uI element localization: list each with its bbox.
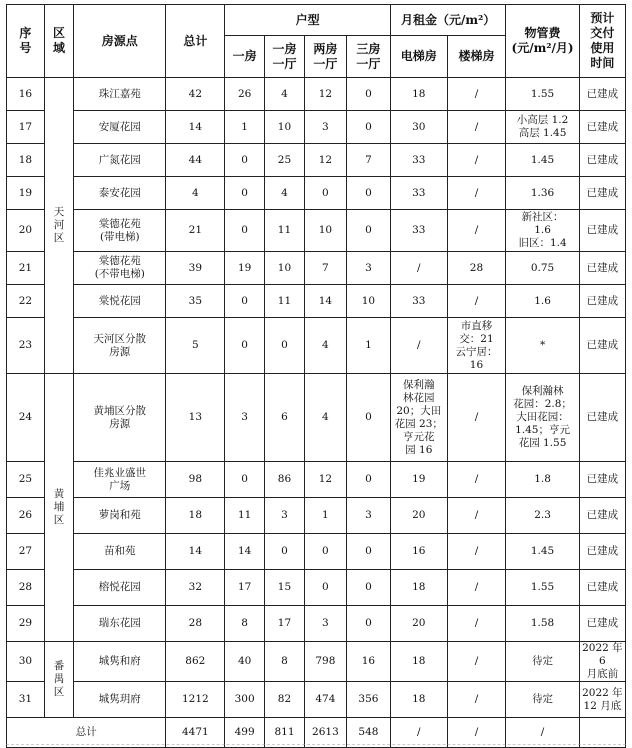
two-bed-one-hall-cell: 14 [304,285,346,318]
elevator-rent-cell: 20 [390,606,447,642]
mgmt-fee-cell: 1.8 [506,462,579,498]
table-row [7,682,626,718]
one-room-cell: 0 [225,177,265,210]
stairs-rent-cell: / [447,570,506,606]
header-total: 总计 [166,5,225,78]
two-bed-one-hall-cell: 12 [304,462,346,498]
header-district: 区 域 [44,5,73,78]
total-cell: 32 [166,570,225,606]
total-cell: 4 [166,177,225,210]
one-bed-one-hall-cell: 0 [265,318,305,374]
delivery-time-cell: 已建成 [579,570,625,606]
table-row [7,462,626,498]
delivery-time-cell: 已建成 [579,318,625,374]
one-bed-one-hall-cell: 0 [265,534,305,570]
stairs-rent-cell: / [447,462,506,498]
mgmt-fee-cell: 待定 [506,642,579,682]
seq-cell: 23 [7,318,45,374]
delivery-time-cell: 已建成 [579,144,625,177]
one-bed-one-hall-cell: 25 [265,144,305,177]
summary-elevator-rent: / [390,718,447,748]
one-room-cell: 40 [225,642,265,682]
one-room-cell: 300 [225,682,265,718]
seq-cell: 28 [7,570,45,606]
total-cell: 862 [166,642,225,682]
stairs-rent-cell: / [447,78,506,111]
one-room-cell: 3 [225,374,265,462]
three-bed-one-hall-cell: 7 [346,144,390,177]
mgmt-fee-cell: * [506,318,579,374]
total-cell: 1212 [166,682,225,718]
header-two-bed-one-hall: 两房 一厅 [304,36,346,78]
elevator-rent-cell: 19 [390,462,447,498]
delivery-time-cell: 2022 年 6 月底前 [579,642,625,682]
three-bed-one-hall-cell: 3 [346,498,390,534]
elevator-rent-cell: / [390,318,447,374]
total-cell: 28 [166,606,225,642]
delivery-time-cell: 已建成 [579,374,625,462]
seq-cell: 26 [7,498,45,534]
three-bed-one-hall-cell: 10 [346,285,390,318]
delivery-time-cell: 已建成 [579,462,625,498]
one-bed-one-hall-cell: 15 [265,570,305,606]
total-cell: 98 [166,462,225,498]
mgmt-fee-cell: 1.45 [506,144,579,177]
elevator-rent-cell: 18 [390,682,447,718]
header-source: 房源点 [74,5,166,78]
three-bed-one-hall-cell: 0 [346,111,390,144]
one-room-cell: 26 [225,78,265,111]
one-bed-one-hall-cell: 11 [265,285,305,318]
delivery-time-cell: 2022 年 12 月底 [579,682,625,718]
elevator-rent-cell: 30 [390,111,447,144]
two-bed-one-hall-cell: 0 [304,570,346,606]
three-bed-one-hall-cell: 3 [346,252,390,285]
two-bed-one-hall-cell: 1 [304,498,346,534]
source-name-cell: 萝岗和苑 [74,498,166,534]
header-delivery: 预计 交付 使用 时间 [579,5,625,78]
table-row [7,252,626,285]
source-name-cell: 广氮花园 [74,144,166,177]
source-name-cell: 天河区分散 房源 [74,318,166,374]
stairs-rent-cell: 28 [447,252,506,285]
two-bed-one-hall-cell: 4 [304,318,346,374]
stairs-rent-cell: / [447,498,506,534]
one-bed-one-hall-cell: 11 [265,210,305,252]
delivery-time-cell: 已建成 [579,210,625,252]
stairs-rent-cell: / [447,111,506,144]
two-bed-one-hall-cell: 10 [304,210,346,252]
one-bed-one-hall-cell: 82 [265,682,305,718]
elevator-rent-cell: 18 [390,570,447,606]
source-name-cell: 榕悦花园 [74,570,166,606]
one-room-cell: 11 [225,498,265,534]
one-room-cell: 0 [225,144,265,177]
three-bed-one-hall-cell: 0 [346,210,390,252]
seq-cell: 30 [7,642,45,682]
total-cell: 39 [166,252,225,285]
elevator-rent-cell: 保利瀚 林花园 20；大田 花园 23； 亨元花 园 16 [390,374,447,462]
one-bed-one-hall-cell: 10 [265,111,305,144]
mgmt-fee-cell: 小高层 1.2 高层 1.45 [506,111,579,144]
source-name-cell: 瑞东花园 [74,606,166,642]
seq-cell: 27 [7,534,45,570]
housing-table [6,4,626,748]
two-bed-one-hall-cell: 3 [304,111,346,144]
source-name-cell: 棠德花苑 (带电梯) [74,210,166,252]
seq-cell: 21 [7,252,45,285]
three-bed-one-hall-cell: 1 [346,318,390,374]
summary-total: 4471 [166,718,225,748]
source-name-cell: 珠江嘉苑 [74,78,166,111]
three-bed-one-hall-cell: 0 [346,570,390,606]
summary-mgmt-fee: / [506,718,579,748]
table-row [7,570,626,606]
mgmt-fee-cell: 0.75 [506,252,579,285]
seq-cell: 31 [7,682,45,718]
two-bed-one-hall-cell: 3 [304,606,346,642]
source-name-cell: 城隽和府 [74,642,166,682]
three-bed-one-hall-cell: 0 [346,534,390,570]
total-cell: 14 [166,534,225,570]
mgmt-fee-cell: 1.6 [506,285,579,318]
source-name-cell: 佳兆业盛世 广场 [74,462,166,498]
one-bed-one-hall-cell: 10 [265,252,305,285]
two-bed-one-hall-cell: 474 [304,682,346,718]
summary-stairs-rent: / [447,718,506,748]
header-elevator: 电梯房 [390,36,447,78]
one-room-cell: 0 [225,285,265,318]
stairs-rent-cell: / [447,285,506,318]
seq-cell: 20 [7,210,45,252]
table-row [7,374,626,462]
one-bed-one-hall-cell: 17 [265,606,305,642]
seq-cell: 17 [7,111,45,144]
one-bed-one-hall-cell: 8 [265,642,305,682]
table-row [7,318,626,374]
total-cell: 42 [166,78,225,111]
summary-label: 总计 [7,718,166,748]
table-row [7,606,626,642]
seq-cell: 29 [7,606,45,642]
one-room-cell: 0 [225,462,265,498]
stairs-rent-cell: / [447,144,506,177]
elevator-rent-cell: 16 [390,534,447,570]
table-row [7,642,626,682]
three-bed-one-hall-cell: 356 [346,682,390,718]
header-stairs: 楼梯房 [447,36,506,78]
total-cell: 14 [166,111,225,144]
header-seq: 序 号 [7,5,45,78]
two-bed-one-hall-cell: 12 [304,78,346,111]
cropped-footnote [6,741,626,747]
elevator-rent-cell: 33 [390,285,447,318]
elevator-rent-cell: 33 [390,177,447,210]
one-bed-one-hall-cell: 4 [265,177,305,210]
delivery-time-cell: 已建成 [579,177,625,210]
mgmt-fee-cell: 保利瀚林 花园：2.8； 大田花园： 1.45；亨元 花园 1.55 [506,374,579,462]
one-room-cell: 14 [225,534,265,570]
one-room-cell: 0 [225,318,265,374]
delivery-time-cell: 已建成 [579,534,625,570]
stairs-rent-cell: / [447,606,506,642]
stairs-rent-cell: / [447,210,506,252]
stairs-rent-cell: 市直移 交：21 云宁居： 16 [447,318,506,374]
header-one-room: 一房 [225,36,265,78]
elevator-rent-cell: 18 [390,642,447,682]
seq-cell: 19 [7,177,45,210]
summary-one-room: 499 [225,718,265,748]
elevator-rent-cell: 20 [390,498,447,534]
stairs-rent-cell: / [447,682,506,718]
delivery-time-cell: 已建成 [579,252,625,285]
mgmt-fee-cell: 新社区： 1.6 旧区：1.4 [506,210,579,252]
seq-cell: 22 [7,285,45,318]
stairs-rent-cell: / [447,177,506,210]
delivery-time-cell: 已建成 [579,111,625,144]
mgmt-fee-cell: 1.36 [506,177,579,210]
summary-two-bed-one-hall: 2613 [304,718,346,748]
elevator-rent-cell: 33 [390,210,447,252]
table-row [7,285,626,318]
table-row [7,177,626,210]
mgmt-fee-cell: 1.58 [506,606,579,642]
total-cell: 18 [166,498,225,534]
seq-cell: 18 [7,144,45,177]
table-row [7,498,626,534]
delivery-time-cell: 已建成 [579,285,625,318]
seq-cell: 25 [7,462,45,498]
two-bed-one-hall-cell: 0 [304,177,346,210]
delivery-time-cell: 已建成 [579,78,625,111]
district-tianhe: 天 河 区 [44,78,73,374]
stairs-rent-cell: / [447,374,506,462]
seq-cell: 16 [7,78,45,111]
district-panyu: 番 禺 区 [44,642,73,718]
one-room-cell: 1 [225,111,265,144]
header-mgmt-fee: 物管费 (元/m²/月) [506,5,579,78]
stairs-rent-cell: / [447,642,506,682]
three-bed-one-hall-cell: 16 [346,642,390,682]
source-name-cell: 棠德花苑 (不带电梯) [74,252,166,285]
one-room-cell: 19 [225,252,265,285]
source-name-cell: 城隽玥府 [74,682,166,718]
source-name-cell: 泰安花园 [74,177,166,210]
header-rent: 月租金（元/m²） [390,5,505,36]
total-cell: 44 [166,144,225,177]
total-cell: 35 [166,285,225,318]
two-bed-one-hall-cell: 798 [304,642,346,682]
elevator-rent-cell: 33 [390,144,447,177]
three-bed-one-hall-cell: 0 [346,177,390,210]
header-one-bed-one-hall: 一房 一厅 [265,36,305,78]
table-row [7,534,626,570]
source-name-cell: 棠悦花园 [74,285,166,318]
mgmt-fee-cell: 1.45 [506,534,579,570]
district-huangpu: 黄 埔 区 [44,374,73,642]
mgmt-fee-cell: 待定 [506,682,579,718]
total-cell: 13 [166,374,225,462]
seq-cell: 24 [7,374,45,462]
stairs-rent-cell: / [447,534,506,570]
header-unit-type: 户型 [225,5,391,36]
one-bed-one-hall-cell: 4 [265,78,305,111]
two-bed-one-hall-cell: 7 [304,252,346,285]
three-bed-one-hall-cell: 0 [346,374,390,462]
delivery-time-cell: 已建成 [579,606,625,642]
table-row [7,210,626,252]
one-room-cell: 8 [225,606,265,642]
table-row [7,78,626,111]
source-name-cell: 黄埔区分散 房源 [74,374,166,462]
elevator-rent-cell: 18 [390,78,447,111]
total-cell: 21 [166,210,225,252]
mgmt-fee-cell: 1.55 [506,570,579,606]
three-bed-one-hall-cell: 0 [346,462,390,498]
source-name-cell: 苗和苑 [74,534,166,570]
table-row [7,111,626,144]
one-bed-one-hall-cell: 86 [265,462,305,498]
two-bed-one-hall-cell: 4 [304,374,346,462]
one-bed-one-hall-cell: 6 [265,374,305,462]
mgmt-fee-cell: 1.55 [506,78,579,111]
three-bed-one-hall-cell: 0 [346,78,390,111]
one-room-cell: 17 [225,570,265,606]
two-bed-one-hall-cell: 0 [304,534,346,570]
header-three-bed-one-hall: 三房 一厅 [346,36,390,78]
summary-three-bed-one-hall: 548 [346,718,390,748]
total-cell: 5 [166,318,225,374]
three-bed-one-hall-cell: 0 [346,606,390,642]
summary-one-bed-one-hall: 811 [265,718,305,748]
one-room-cell: 0 [225,210,265,252]
two-bed-one-hall-cell: 12 [304,144,346,177]
elevator-rent-cell: / [390,252,447,285]
source-name-cell: 安厦花园 [74,111,166,144]
delivery-time-cell: 已建成 [579,498,625,534]
mgmt-fee-cell: 2.3 [506,498,579,534]
table-row [7,144,626,177]
one-bed-one-hall-cell: 3 [265,498,305,534]
